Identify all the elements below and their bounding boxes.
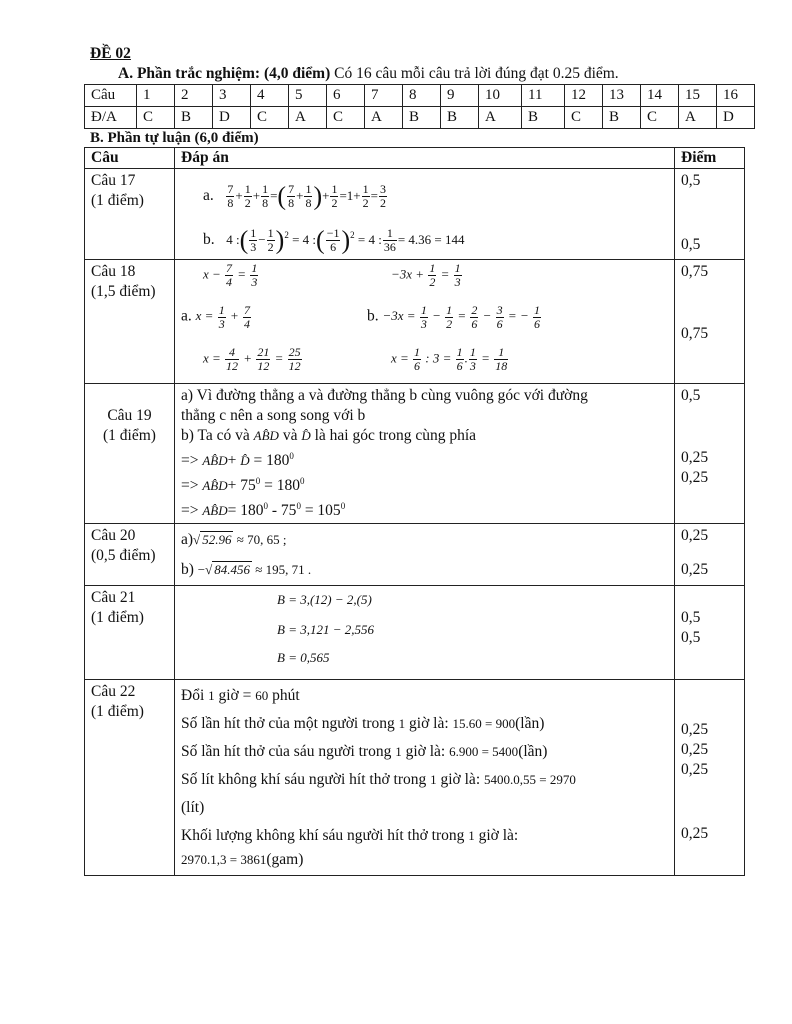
question-cell xyxy=(85,680,175,876)
formula-18a-1: x − $\frac{7}{4}$ = $\frac{1}{3}$ xyxy=(203,261,258,289)
essay-row-18 xyxy=(85,260,745,384)
text-fragment: là hai góc trong cùng phía xyxy=(310,427,477,444)
part-a-note: Có 16 câu mỗi câu trả lời đúng đạt 0.25 điểm. xyxy=(330,65,619,82)
math-fragment: 1 xyxy=(395,744,402,760)
answer-line: => AB̂D= $180^0 - 75^0 = 105^0$ xyxy=(181,501,346,520)
mc-question-row xyxy=(85,85,755,107)
sub-label: a) xyxy=(181,531,194,549)
approx-value: ≈ 70, 65 ; xyxy=(236,532,287,548)
mc-question: 1 xyxy=(137,85,175,107)
mc-answer: C xyxy=(565,107,603,129)
points-value: 0,25 xyxy=(681,449,709,466)
math-fragment: 1 xyxy=(208,688,215,704)
text-fragment: = 180 xyxy=(260,477,301,495)
formula-17b: b. 4 :( $\frac{1}{3}$ − $\frac{1}{2}$ )$^2$ = 4 :( $\frac{-1}{6}$ )$^2$ = 4 : $\frac{1}{36}$ = 4.36 = 144 xyxy=(203,225,465,255)
part-a-heading xyxy=(118,64,752,84)
mc-row-label: Đ/A xyxy=(85,107,137,129)
question-cell xyxy=(85,169,175,260)
text-fragment: giờ là: xyxy=(474,827,519,845)
multiple-choice-table xyxy=(84,84,755,129)
mc-answer: A xyxy=(679,107,717,129)
question-label: Câu 17 xyxy=(91,172,136,189)
mc-answer: A xyxy=(289,107,327,129)
math-fragment: 60 xyxy=(255,688,269,704)
mc-question: 10 xyxy=(479,85,522,107)
mc-answer-row xyxy=(85,107,755,129)
text-fragment: Đổi xyxy=(181,687,209,705)
mc-answer: B xyxy=(522,107,565,129)
points-cell xyxy=(675,260,745,384)
answer-cell xyxy=(175,169,675,260)
part-a-label: A. Phần trắc nghiệm: (4,0 điểm) xyxy=(118,65,331,82)
mc-question: 6 xyxy=(327,85,365,107)
radicand: 84.456 xyxy=(214,562,251,578)
mc-answer: C xyxy=(137,107,175,129)
text-fragment: giờ là: xyxy=(401,743,450,761)
answer-cell xyxy=(175,260,675,384)
points-value: 0,25 xyxy=(681,761,709,779)
math-fragment: 5400.0,55 = 2970 xyxy=(484,772,576,788)
points-value: 0,25 xyxy=(681,825,709,843)
mc-row-label: Câu xyxy=(85,85,137,107)
text-fragment: phút xyxy=(268,687,300,705)
text-fragment: = 180 xyxy=(227,502,264,520)
formula-20a: a)√ 52.96 ≈ 70, 65 ; xyxy=(181,531,287,549)
text-fragment: - 75 xyxy=(268,502,297,520)
col-question: Câu xyxy=(85,148,175,169)
mc-answer: C xyxy=(251,107,289,129)
answer-cell xyxy=(175,524,675,586)
formula-18b-3: x = $\frac{1}{6}$ : 3 = $\frac{1}{6}$ . $\frac{1}{3}$ = $\frac{1}{18}$ xyxy=(391,345,508,373)
answer-line xyxy=(181,766,668,794)
sub-label: b) xyxy=(181,561,194,579)
question-cell xyxy=(85,524,175,586)
points-value: 0,75 xyxy=(681,325,709,342)
text-fragment: (lần) xyxy=(518,743,548,761)
mc-question: 12 xyxy=(565,85,603,107)
points-value: 0,5 xyxy=(681,236,701,253)
points-value: 0,75 xyxy=(681,263,709,280)
text-fragment: Số lít không khí sáu người hít thở trong xyxy=(181,771,431,789)
text-fragment: = 105 xyxy=(300,502,341,520)
points-cell xyxy=(675,524,745,586)
mc-question: 8 xyxy=(403,85,441,107)
mc-question: 4 xyxy=(251,85,289,107)
approx-value: ≈ 195, 71 . xyxy=(255,562,312,578)
essay-header-row xyxy=(85,148,745,169)
answer-line xyxy=(181,710,668,738)
answer-line xyxy=(181,822,668,850)
answer-line xyxy=(181,850,668,870)
mc-answer: B xyxy=(403,107,441,129)
mc-answer: B xyxy=(175,107,213,129)
mc-answer: D xyxy=(213,107,251,129)
question-label: Câu 21 xyxy=(91,589,136,607)
essay-row-17 xyxy=(85,169,745,260)
text-fragment: (gam) xyxy=(266,851,304,869)
text-fragment: (lần) xyxy=(515,715,545,733)
formula-18a-3: x = $\frac{4}{12}$ + $\frac{21}{12}$ = $\frac{25}{12}$ xyxy=(203,345,301,373)
points-value: 0,5 xyxy=(681,629,701,647)
answer-line: b) Ta có và AB̂D và D̂ là hai góc trong cùng phía xyxy=(181,427,477,444)
points-value: 0,5 xyxy=(681,387,701,404)
essay-row-21 xyxy=(85,586,745,680)
text-fragment: + 75 xyxy=(227,477,256,495)
formula-20b: b) −√ 84.456 ≈ 195, 71 . xyxy=(181,561,312,579)
essay-row-19 xyxy=(85,384,745,524)
points-value: 0,25 xyxy=(681,721,709,739)
mc-question: 16 xyxy=(717,85,755,107)
question-weight: (0,5 điểm) xyxy=(91,547,156,565)
question-weight: (1 điểm) xyxy=(91,609,144,627)
text-fragment: giờ = xyxy=(214,687,256,705)
question-weight: (1 điểm) xyxy=(91,192,144,209)
formula-18b-1: −3x + $\frac{1}{2}$ = $\frac{1}{3}$ xyxy=(391,261,461,289)
question-label: Câu 18 xyxy=(91,263,136,280)
mc-question: 9 xyxy=(441,85,479,107)
mc-answer: B xyxy=(441,107,479,129)
answer-line xyxy=(181,738,668,766)
part-b-heading: B. Phần tự luận (6,0 điểm) xyxy=(90,130,259,146)
mc-answer: D xyxy=(717,107,755,129)
answer-line: (lít) xyxy=(181,799,205,817)
text-fragment: = 180 xyxy=(249,452,290,470)
question-label: Câu 20 xyxy=(91,527,136,545)
mc-answer: A xyxy=(365,107,403,129)
mc-question: 2 xyxy=(175,85,213,107)
math-fragment: 2970.1,3 = 3861 xyxy=(181,852,267,868)
mc-question: 7 xyxy=(365,85,403,107)
answer-line: => AB̂D+ $75^0 = 180^0$ xyxy=(181,476,305,495)
essay-row-22 xyxy=(85,680,745,876)
points-cell xyxy=(675,384,745,524)
mc-answer: B xyxy=(603,107,641,129)
answer-cell xyxy=(175,680,675,876)
text-fragment: Số lần hít thở của một người trong xyxy=(181,715,399,733)
mc-question: 14 xyxy=(641,85,679,107)
points-value: 0,25 xyxy=(681,561,709,579)
radicand: 52.96 xyxy=(202,532,232,548)
exam-title: ĐỀ 02 xyxy=(90,45,131,62)
text-fragment: b) Ta có và xyxy=(181,427,254,444)
text-fragment: Khối lượng không khí sáu người hít thở trong xyxy=(181,827,469,845)
answer-line: a) Vì đường thẳng a và đường thẳng b cùng vuông góc với đường xyxy=(181,387,588,404)
formula-18a-2: a. x = $\frac{1}{3}$ + $\frac{7}{4}$ xyxy=(181,303,250,331)
essay-row-20 xyxy=(85,524,745,586)
math-fragment: 15.60 = 900 xyxy=(452,716,516,732)
mc-answer: C xyxy=(327,107,365,129)
math-fragment: 6.900 = 5400 xyxy=(449,744,519,760)
points-cell xyxy=(675,169,745,260)
mc-question: 15 xyxy=(679,85,717,107)
answer-line: thẳng c nên a song song với b xyxy=(181,407,366,424)
mc-answer: A xyxy=(479,107,522,129)
question-cell xyxy=(85,586,175,680)
formula-line: B = 3,121 − 2,556 xyxy=(277,622,374,638)
mc-answer: C xyxy=(641,107,679,129)
math-fragment: 1 xyxy=(398,716,406,732)
question-cell xyxy=(85,384,175,524)
question-label: Câu 19 xyxy=(107,407,152,424)
formula-18b-2: b. −3x = $\frac{1}{3}$ − $\frac{1}{2}$ = $\frac{2}{6}$ − $\frac{3}{6}$ = − $\frac{1}{6}$ xyxy=(367,303,540,331)
sub-label: b. xyxy=(203,231,215,249)
sub-label: a. xyxy=(203,187,214,205)
mc-question: 3 xyxy=(213,85,251,107)
points-cell xyxy=(675,586,745,680)
text-fragment: Số lần hít thở của sáu người trong xyxy=(181,743,396,761)
answer-line: => AB̂D+ D̂ = $180^0$ xyxy=(181,451,294,470)
question-weight: (1,5 điểm) xyxy=(91,283,156,300)
essay-table xyxy=(84,147,745,876)
math-fragment: 1 xyxy=(468,828,475,844)
mc-question: 13 xyxy=(603,85,641,107)
answer-cell xyxy=(175,384,675,524)
sub-label: a. xyxy=(181,307,192,325)
sub-label: b. xyxy=(367,307,379,325)
question-label: Câu 22 xyxy=(91,683,136,701)
formula-line: B = 3,(12) − 2,(5) xyxy=(277,592,372,608)
answer-cell xyxy=(175,586,675,680)
text-fragment: giờ là: xyxy=(436,771,484,789)
col-answer: Đáp án xyxy=(175,148,675,169)
answer-line xyxy=(181,682,668,710)
question-weight: (1 điểm) xyxy=(103,427,156,444)
mc-question: 5 xyxy=(289,85,327,107)
question-cell xyxy=(85,260,175,384)
math-fragment: 1 xyxy=(430,772,437,788)
mc-question: 11 xyxy=(522,85,565,107)
question-weight: (1 điểm) xyxy=(91,703,144,721)
points-value: 0,5 xyxy=(681,609,701,627)
formula-line: B = 0,565 xyxy=(277,650,330,666)
document-page xyxy=(84,44,752,876)
col-points: Điểm xyxy=(675,148,745,169)
text-fragment: giờ là: xyxy=(405,715,453,733)
points-value: 0,25 xyxy=(681,527,709,545)
formula-17a: a. $\frac{7}{8}$ + $\frac{1}{2}$ + $\frac{1}{8}$ =( $\frac{7}{8}$ + $\frac{1}{8}$ )+ $\frac{1}{2}$ =1+ $\frac{1}{2}$ = $\frac{3}{2}$ xyxy=(203,181,386,211)
points-value: 0,25 xyxy=(681,469,709,486)
points-cell xyxy=(675,680,745,876)
points-value: 0,5 xyxy=(681,172,701,189)
points-value: 0,25 xyxy=(681,741,709,759)
